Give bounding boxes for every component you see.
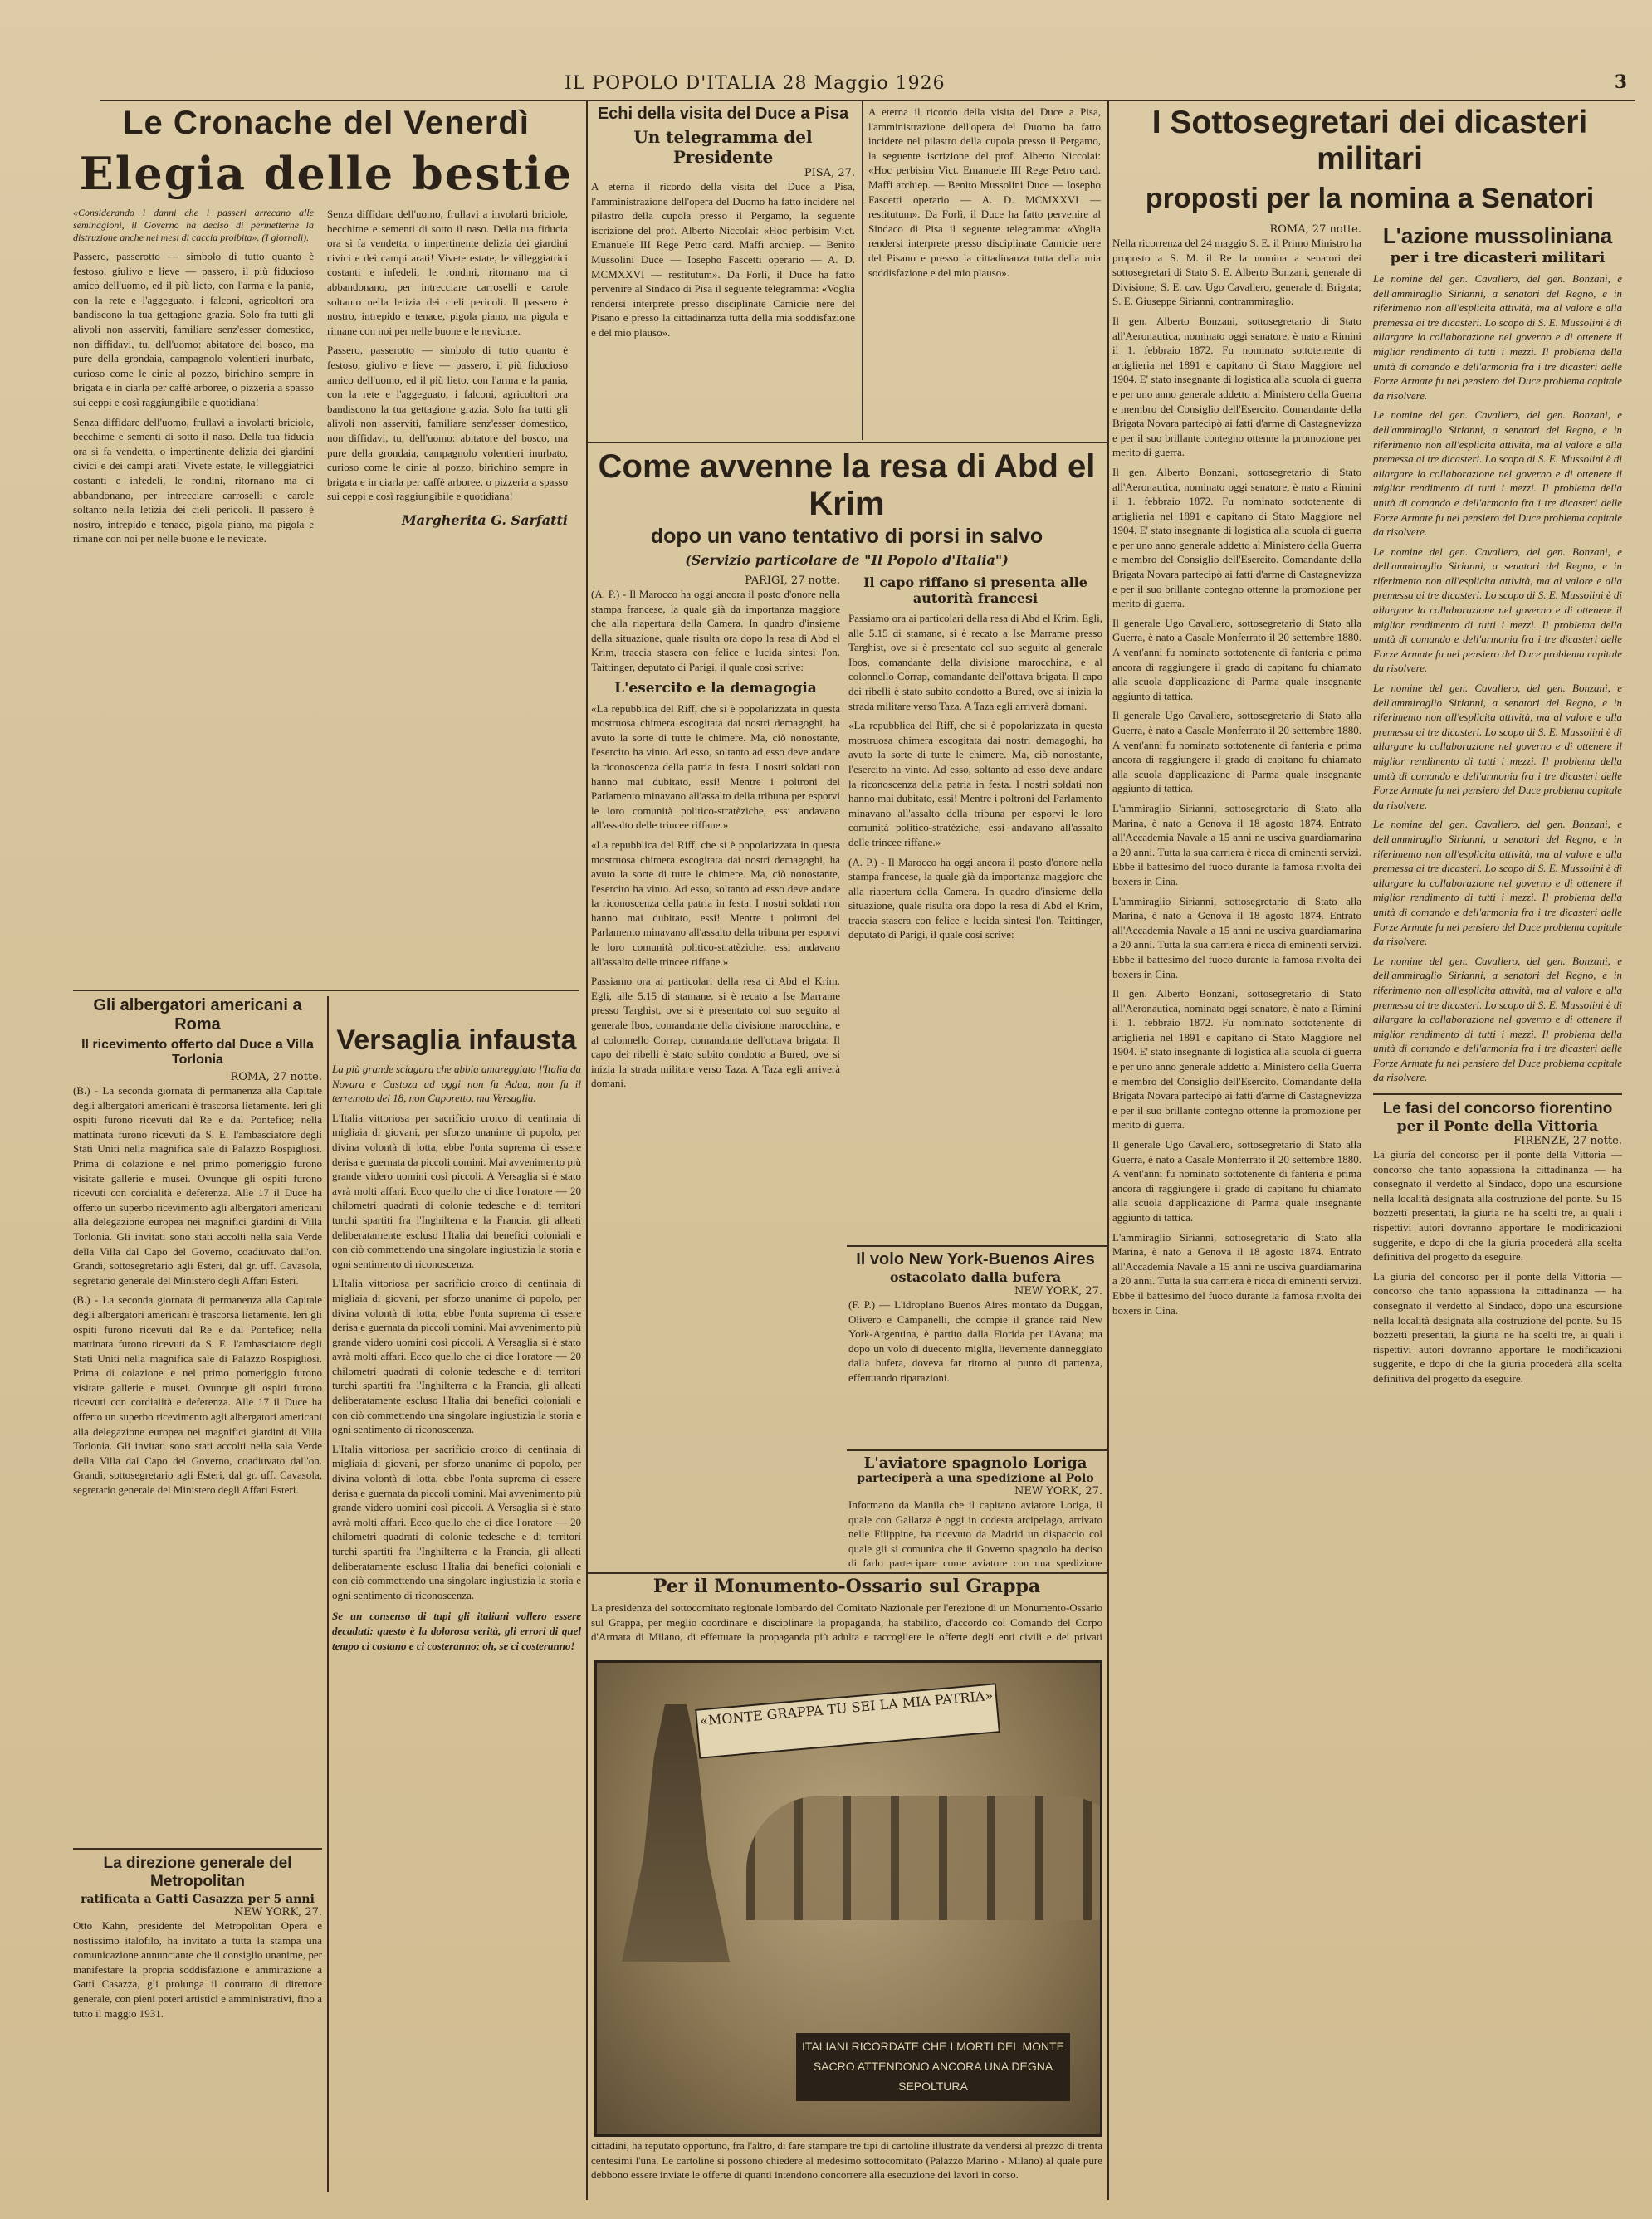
article-body: Il generale Ugo Cavallero, sottosegretario di Stato alla Guerra, è nato a Casale Monferrato il 20 settembre 1880. A vent'anni fu nominato sottotenente di fanteria e prima ancora di raggiungere il grado di capitano fu chiamato alla scuola d'applicazione di Parma quale insegnante aggiunto di tattica.: [1112, 1138, 1361, 1224]
article-body: «La repubblica del Riff, che si è popolarizzata in questa mostruosa chimera escogitata dai nostri demagoghi, ha avuto la sorte di tutte le chimere. Ma, ciò nonostante, l'esercito ha vinto. Ad esso, soltanto ad esso deve andare la riconoscenza della patria in festa. I nostri soldati non hanno mai dubitato, essi! Mentre i poltroni del Parlamento minavano all'assalto della tribuna per esporvi le loro comunità politico-stratèziche, essi andavano all'assalto delle trincee riffane.»: [591, 838, 840, 968]
article-body: «La repubblica del Riff, che si è popolarizzata in questa mostruosa chimera escogitata dai nostri demagoghi, ha avuto la sorte di tutte le chimere. Ma, ciò nonostante, l'esercito ha vinto. Ad esso, soltanto ad esso deve andare la riconoscenza della patria in festa. I nostri soldati non hanno mai dubitato, essi! Mentre i poltroni del Parlamento minavano all'assalto della tribuna per esporvi le loro comunità politico-stratèziche, essi andavano all'assalto delle trincee riffane.»: [591, 701, 840, 832]
article-body: L'ammiraglio Sirianni, sottosegretario di Stato alla Marina, è nato a Genova il 18 agosto 1874. Entrato all'Accademia Navale a 15 anni ne usciva guardiamarina a 20 anni. Tutta la sua carriera è ricca di eminenti servizi. Ebbe il battesimo del fuoco durante la famosa rivolta dei boxers in Cina.: [1112, 801, 1361, 887]
headline: Il volo New York-Buenos Aires: [856, 1250, 1095, 1268]
article-versaglia: [332, 1024, 581, 2203]
grappa-monument-illustration: [594, 1660, 1102, 2137]
article-body: Il gen. Alberto Bonzani, sottosegretario di Stato all'Aeronautica, nominato oggi senatore, è nato a Rimini il 1. febbraio 1872. Fu nominato sottotenente di artiglieria nel 1891 e capitano di Stato Maggiore nel 1904. E' stato insegnante di logistica alla scuola di guerra e per uno anno generale addetto al Ministero della Guerra e membro del Consiglio dell'Esercito. Comandante della Brigata Novara partecipò ai fatti d'arme di Castagnevizza e per il suo brillante contegno ottenne la promozione per merito di guerra.: [1112, 987, 1361, 1131]
article-sottosegretari: [1112, 105, 1627, 2205]
section-heading: Il capo riffano si presenta alle autorità francesi: [863, 574, 1087, 606]
grappa-banner: «MONTE GRAPPA TU SEI LA MIA PATRIA»: [695, 1683, 1000, 1758]
article-body: L'ammiraglio Sirianni, sottosegretario di Stato alla Marina, è nato a Genova il 18 agosto 1874. Entrato all'Accademia Navale a 15 anni ne usciva guardiamarina a 20 anni. Tutta la sua carriera è ricca di eminenti servizi. Ebbe il battesimo del fuoco durante la famosa rivolta dei boxers in Cina.: [1112, 894, 1361, 980]
section-subheading: per i tre dicasteri militari: [1390, 249, 1606, 266]
subheadline: dopo un vano tentativo di porsi in salvo: [650, 525, 1043, 548]
article-body: Otto Kahn, presidente del Metropolitan Opera e nostissimo italofilo, ha invitato a tutta la stampa una comunicazione annunciante che il consiglio unanime, per manifestare la propria soddisfazione e ammirazione a Gatti Casazza, gli prolunga il contratto di direttore generale, con pieni poteri artistici e amministrativi, fino a tutto il maggio 1931.: [73, 1919, 322, 2020]
headline: L'aviatore spagnolo Loriga: [863, 1454, 1087, 1472]
article-body: (A. P.) - Il Marocco ha oggi ancora il posto d'onore nella stampa francese, la quale già da importanza maggiore che alla riapertura della Camera. In quadro d'insieme della situazione, quale risulta ora dopo la resa di Abd el Krim, traccia stasera con felice e lucida sintesi l'on. Taittinger, deputato di Parigi, il quale così scrive:: [848, 855, 1102, 941]
article-body: Passiamo ora ai particolari della resa di Abd el Krim. Egli, alle 5.15 di stamane, si è recato a Ise Marrame presso Targhist, ove si è presentato col suo seguito al generale Ibos, comandante della divisione marocchina, e al colonnello Corrap, comandante dell'ottava brigata. Il capo dei ribelli è stato subito condotto a Bured, ove si inizia la strada militare verso Taza. A Taza egli arriverà domani.: [591, 975, 840, 1090]
dateline: FIRENZE, 27 notte.: [1513, 1135, 1622, 1148]
article-grappa-tail: [591, 2138, 1102, 2205]
divider: [1373, 1093, 1622, 1095]
divider: [847, 1245, 1107, 1247]
article-body: La giuria del concorso per il ponte della Vittoria — concorso che tanto appassiona la cittadinanza — ha consegnato il verdetto al Sindaco, dopo una escursione nella località designata alla costruzione del ponte. Su 15 bozzetti presentati, la giuria ne ha scelti tre, ai quali i rispettivi autori dovranno apportare le modificazioni suggerite, e dopo di che la giuria procederà alla scelta definitiva del progetto da eseguire.: [1373, 1269, 1622, 1385]
divider: [586, 1572, 1107, 1574]
epigraph: «Considerando i danni che i passeri arrecano alle seminagioni, il Governo ha deciso di permetterne la distruzione anche nei mesi di caccia proibita». (I giornali).: [73, 207, 314, 243]
article-body: Le nomine del gen. Cavallero, del gen. Bonzani, e dell'ammiraglio Sirianni, a senatori del Regno, e in riferimento non all'esplicita attività, ma al valore e alla premessa ai tre dicasteri. Lo scopo di S. E. Mussolini è di allargare la collaborazione nel governo e di ottenere il miglior rendimento di tutti i mezzi. Il problema della unità di comando e dell'armonia fra i tre dicasteri delle Forze Armate fu nel pensiero del Duce problema capitale da risolvere.: [1373, 954, 1622, 1084]
subheadline: ratificata a Gatti Casazza per 5 anni: [81, 1893, 315, 1906]
article-body: Passiamo ora ai particolari della resa di Abd el Krim. Egli, alle 5.15 di stamane, si è recato a Ise Marrame presso Targhist, ove si è presentato col suo seguito al generale Ibos, comandante della divisione marocchina, e al colonnello Corrap, comandante dell'ottava brigata. Il capo dei ribelli è stato subito condotto a Bured, ove si inizia la strada militare verso Taza. A Taza egli arriverà domani.: [848, 612, 1102, 712]
article-body: L'ammiraglio Sirianni, sottosegretario di Stato alla Marina, è nato a Genova il 18 agosto 1874. Entrato all'Accademia Navale a 15 anni ne usciva guardiamarina a 20 anni. Tutta la sua carriera è ricca di eminenti servizi. Ebbe il battesimo del fuoco durante la famosa rivolta dei boxers in Cina.: [1112, 1230, 1361, 1317]
elegia-paragraph: Passero, passerotto — simbolo di tutto quanto è festoso, giulivo e lieve — passero, il più fiducioso amico dell'uomo, ed il più lieto, con l'arma e la pania, con la rete e l'aggeguato, i falconi, agricoltori ora bandiscono la tua gettagione grazia. Solo fra tutti gli alivoli non asserviti, familiare senz'esser domestico, non diffidavi, tu, dell'uomo: abitatore del bosco, ma pure della grondaia, campagnolo volentieri inurbato, curioso come le cinie al pozzo, birichino sempre in brigata e in ciarla per caffè arboree, o pizzeria a spasso sui ceppi e così raggiungibile e quotidiana!: [327, 344, 568, 503]
headline: Come avvenne la resa di Abd el Krim: [598, 448, 1096, 522]
article-body: (B.) - La seconda giornata di permanenza alla Capitale degli albergatori americani è trascorsa lietamente. Ieri gli ospiti furono ricevuti dal Re e dal Pontefice; nella mattinata furono ricevuti da S. E. l'ambasciatore degli Stati Uniti nella magnifica sale di Palazzo Rospigliosi. Prima di colazione e nel primo pomeriggio furono visitate gallerie e musei. Ovunque gli ospiti furono ricevuti con cordialità e deferenza. Alle 17 il Duce ha offerto un superbo ricevimento agli albergatori americani alla delegazione europea nei magnifici giardini di Villa Torlonia. Gli invitati sono stati accolti nella sala Verde della Villa dal Capo del Governo, coadiuvato dall'on. Grandi, sottosegretario agli Esteri, dal gr. uff. Cavasola, segretario generale del Ministero degli Affari Esteri.: [73, 1084, 322, 1287]
headline: Per il Monumento-Ossario sul Grappa: [652, 1576, 1041, 1597]
subheadline: proposti per la nomina a Senatori: [1145, 183, 1595, 214]
article-body: Nella ricorrenza del 24 maggio S. E. il Primo Ministro ha proposto a S. M. il Re la nomina a senatori dei sottosegretari di Stato S. E. Alberto Bonzani, generale di Divisione; S. E. cav. Ugo Cavallero, generale di Brigata; S. E. Giuseppe Sirianni, contrammiraglio.: [1112, 237, 1361, 308]
subheadline: parteciperà a una spedizione al Polo: [857, 1472, 1094, 1485]
headline: La direzione generale del Metropolitan: [103, 1855, 292, 1890]
article-volo: [848, 1250, 1102, 1449]
divider: [862, 100, 863, 440]
headline: Gli albergatori americani a Roma: [93, 996, 302, 1034]
article-body: La giuria del concorso per il ponte della Vittoria — concorso che tanto appassiona la cittadinanza — ha consegnato il verdetto al Sindaco, dopo una escursione nella località designata alla costruzione del ponte. Su 15 bozzetti presentati, la giuria ne ha scelti tre, ai quali i rispettivi autori dovranno apportare le modificazioni suggerite, e dopo di che la giuria procederà alla scelta definitiva del progetto da eseguire.: [1373, 1148, 1622, 1263]
headline: Versaglia infausta: [336, 1024, 577, 1056]
divider: [1107, 100, 1109, 2200]
article-body: Il gen. Alberto Bonzani, sottosegretario di Stato all'Aeronautica, nominato oggi senatore, è nato a Rimini il 1. febbraio 1872. Fu nominato sottotenente di artiglieria nel 1891 e capitano di Stato Maggiore nel 1904. E' stato insegnante di logistica alla scuola di guerra e per uno anno generale addetto al Ministero della Guerra e membro del Consiglio dell'Esercito. Comandante della Brigata Novara partecipò ai fatti d'arme di Castagnevizza e per il suo brillante contegno ottenne la promozione per merito di guerra.: [1112, 465, 1361, 610]
article-body: Le nomine del gen. Cavallero, del gen. Bonzani, e dell'ammiraglio Sirianni, a senatori del Regno, e in riferimento non all'esplicita attività, ma al valore e alla premessa ai tre dicasteri. Lo scopo di S. E. Mussolini è di allargare la collaborazione nel governo e di ottenere il miglior rendimento di tutti i mezzi. Il problema della unità di comando e dell'armonia fra i tre dicasteri delle Forze Armate fu nel pensiero del Duce problema capitale da risolvere.: [1373, 545, 1622, 675]
column-cronache: [73, 105, 579, 1051]
dateline: NEW YORK, 27.: [233, 1906, 322, 1918]
article-body: A eterna il ricordo della visita del Duce a Pisa, l'amministrazione dell'opera del Duomo ha fatto incidere nel pilastro della cupola presso il Pergamo, la seguente iscrizione del prof. Alberto Niccolai: «Hoc perbisim Vict. Emanuele III Rege Petro card. Maffi archiep. — Benito Mussolini Duce — Iosepho Fascetti operario — A. D. MCMXXVI — restitutum». Da Forlì, il Duce ha fatto pervenire al Sindaco di Pisa il seguente telegramma: «Voglia rendersi interprete presso disciplinate Camicie nere del Pisano e presso la cittadinanza tutta della mia soddisfazione e del mio plauso».: [591, 180, 855, 339]
memorial-tablet: ITALIANI RICORDATE CHE I MORTI DEL MONTE SACRO ATTENDONO ANCORA UNA DEGNA SEPOLTURA: [796, 2033, 1070, 2101]
article-body: cittadini, ha reputato opportuno, fra l'altro, di fare stampare tre tipi di cartoline illustrate da vendersi al prezzo di trenta centesimi l'una. Le cartoline si possono chiedere al medesimo sottocomitato (Palazzo Marino - Milano) al quale pure debbono essere inviate le offerte di quanti intendono concorrere alla esecuzione dei lavori in corso.: [591, 2139, 1102, 2182]
dateline: PISA, 27.: [804, 167, 855, 179]
headline: Echi della visita del Duce a Pisa: [597, 105, 849, 123]
article-body: (B.) - La seconda giornata di permanenza alla Capitale degli albergatori americani è trascorsa lietamente. Ieri gli ospiti furono ricevuti dal Re e dal Pontefice; nella mattinata furono ricevuti da S. E. l'ambasciatore degli Stati Uniti nella magnifica sale di Palazzo Rospigliosi. Prima di colazione e nel primo pomeriggio furono visitate gallerie e musei. Ovunque gli ospiti furono ricevuti con cordialità e deferenza. Alle 17 il Duce ha offerto un superbo ricevimento agli albergatori americani alla delegazione europea nei magnifici giardini di Villa Torlonia. Gli invitati sono stati accolti nella sala Verde della Villa dal Capo del Governo, coadiuvato dall'on. Grandi, sottosegretario agli Esteri, dal gr. uff. Cavasola, segretario generale del Ministero degli Affari Esteri.: [73, 1293, 322, 1497]
lead-paragraph: La più grande sciagura che abbia amareggiato l'Italia da Novara e Custoza ad oggi non fu Adua, non fu il terremoto del 18, non Caporetto, ma Versaglia.: [332, 1063, 581, 1105]
article-pisa-continued: [868, 105, 1101, 437]
divider: [327, 996, 329, 2192]
subheadline: Il ricevimento offerto dal Duce a Villa Torlonia: [81, 1038, 314, 1067]
article-body: Le nomine del gen. Cavallero, del gen. Bonzani, e dell'ammiraglio Sirianni, a senatori del Regno, e in riferimento non all'esplicita attività, ma al valore e alla premessa ai tre dicasteri. Lo scopo di S. E. Mussolini è di allargare la collaborazione nel governo e di ottenere il miglior rendimento di tutti i mezzi. Il problema della unità di comando e dell'armonia fra i tre dicasteri delle Forze Armate fu nel pensiero del Duce problema capitale da risolvere.: [1373, 408, 1622, 539]
dateline: NEW YORK, 27.: [1014, 1285, 1102, 1298]
divider: [586, 442, 1107, 443]
article-body: (F. P.) — L'idroplano Buenos Aires montato da Duggan, Olivero e Campanelli, che compie il grande raid New York-Argentina, è partito dalla Florida per l'Avana; ma dopo un volo di duecento miglia, lievemente danneggiato dalla bufera, doveva far ritorno al punto di partenza, effettuando riparazioni.: [848, 1298, 1102, 1384]
article-body: A eterna il ricordo della visita del Duce a Pisa, l'amministrazione dell'opera del Duomo ha fatto incidere nel pilastro della cupola presso il Pergamo, la seguente iscrizione del prof. Alberto Niccolai: «Hoc perbisim Vict. Emanuele III Rege Petro card. Maffi archiep. — Benito Mussolini Duce — Iosepho Fascetti operario — A. D. MCMXXVI — restitutum». Da Forlì, il Duce ha fatto pervenire al Sindaco di Pisa il seguente telegramma: «Voglia rendersi interprete presso disciplinate Camicie nere del Pisano e presso la cittadinanza tutta della mia soddisfazione e del mio plauso».: [868, 105, 1101, 279]
article-body: (A. P.) - Il Marocco ha oggi ancora il posto d'onore nella stampa francese, la quale già da importanza maggiore che alla riapertura della Camera. In quadro d'insieme della situazione, quale risulta ora dopo la resa di Abd el Krim, traccia stasera con felice e lucida sintesi l'on. Taittinger, deputato di Parigi, il quale così scrive:: [591, 588, 840, 673]
subheadline: ostacolato dalla bufera: [889, 1269, 1062, 1285]
elegia-paragraph: Senza diffidare dell'uomo, frullavi a involarti briciole, becchime e sementi di sotto il naso. Della tua fiducia ora si fa vendetta, o impertinente delizia dei giardini civici e dei campi arati! Vivete estate, le villeggiatrici costanti e infedeli, le rondini, ritornano ma ci abbandonano, per intrecciare carroselli e carole soltanto nella letizia dei cieli pericoli. Il passero è nostro, intrepido e tenace, pigola piano, ma pigola e rimane con noi per nelle buone e le nevicate.: [73, 415, 314, 545]
section-heading: L'azione mussoliniana: [1382, 223, 1613, 248]
article-loriga: [848, 1454, 1102, 1571]
article-body: «La repubblica del Riff, che si è popolarizzata in questa mostruosa chimera escogitata dai nostri demagoghi, ha avuto la sorte di tutte le chimere. Ma, ciò nonostante, l'esercito ha vinto. Ad esso, soltanto ad esso deve andare la riconoscenza della patria in festa. I nostri soldati non hanno mai dubitato, essi! Mentre i poltroni del Parlamento minavano all'assalto della tribuna per esporvi le loro comunità politico-stratèziche, essi andavano all'assalto delle trincee riffane.»: [848, 719, 1102, 848]
article-body: L'Italia vittoriosa per sacrificio croico di centinaia di migliaia di giovani, per sforzo unanime di popolo, per divina volontà di lotta, ebbe l'onta suprema di essere derisa e guernata da piccoli uomini. Mai avvenimento più grande videro uomini così piccoli. A Versaglia si è stato avrà molti affari. Ecco quello che ci dice l'oratore — 20 chilometri quadrati di colonie tedesche e di territori turchi spartiti fra l'Inghilterra e la Francia, gli alleati deliberatamente escluso l'Italia dai benefici coloniali e con ciò commettendo una singolare ingiustizia la storia e ogni sentimento di riconoscenza.: [332, 1442, 581, 1601]
closing-paragraph: Se un consenso di tupi gli italiani vollero essere decaduti: questo è la dolorosa verità, gli errori di quel tempo ci costano e ci costeranno; oh, se ci costeranno!: [332, 1610, 581, 1652]
subheadline: Un telegramma del Presidente: [633, 127, 813, 167]
section-subheading: per il Ponte della Vittoria: [1396, 1118, 1599, 1136]
article-body: Le nomine del gen. Cavallero, del gen. Bonzani, e dell'ammiraglio Sirianni, a senatori del Regno, e in riferimento non all'esplicita attività, ma al valore e alla premessa ai tre dicasteri. Lo scopo di S. E. Mussolini è di allargare la collaborazione nel governo e di ottenere il miglior rendimento di tutti i mezzi. Il problema della unità di comando e dell'armonia fra i tre dicasteri delle Forze Armate fu nel pensiero del Duce problema capitale da risolvere.: [1373, 682, 1622, 811]
service-note: (Servizio particolare de "Il Popolo d'Italia"): [685, 552, 1009, 568]
article-body: Informano da Manila che il capitano aviatore Loriga, il quale con Gallarza è oggi in codesta arcipelago, arrivato nelle Filippine, ha ricevuto da Madrid un dispaccio col quale gli si comunica che il Governo spagnolo ha deciso di farlo partecipare come aviatore con una spedizione: [848, 1498, 1102, 1570]
article-metropolitan: [73, 1848, 322, 2197]
lead-paragraph: La presidenza del sottocomitato regionale lombardo del Comitato Nazionale per l'erezione di un Monumento-Ossario sul Grappa, per meglio coordinare e disciplinare la propaganda, ha stabilito, d'accordo col Comando del Corpo d'Armata di Milano, di effettuare la propaganda più adulta e raccogliere le offerte degli enti civili e dei privati: [591, 1601, 1102, 1644]
article-body: Le nomine del gen. Cavallero, del gen. Bonzani, e dell'ammiraglio Sirianni, a senatori del Regno, e in riferimento non all'esplicita attività, ma al valore e alla premessa ai tre dicasteri. Lo scopo di S. E. Mussolini è di allargare la collaborazione nel governo e di ottenere il miglior rendimento di tutti i mezzi. Il problema della unità di comando e dell'armonia fra i tre dicasteri delle Forze Armate fu nel pensiero del Duce problema capitale da risolvere.: [1373, 272, 1622, 402]
section-heading: L'esercito e la demagogia: [614, 679, 817, 696]
newspaper-name: IL POPOLO D'ITALIA 28 Maggio 1926: [565, 73, 946, 94]
divider: [586, 100, 588, 2200]
article-body: Le nomine del gen. Cavallero, del gen. Bonzani, e dell'ammiraglio Sirianni, a senatori del Regno, e in riferimento non all'esplicita attività, ma al valore e alla premessa ai tre dicasteri. Lo scopo di S. E. Mussolini è di allargare la collaborazione nel governo e di ottenere il miglior rendimento di tutti i mezzi. Il problema della unità di comando e dell'armonia fra i tre dicasteri delle Forze Armate fu nel pensiero del Duce problema capitale da risolvere.: [1373, 818, 1622, 948]
elegia-paragraph: Passero, passerotto — simbolo di tutto quanto è festoso, giulivo e lieve — passero, il più fiducioso amico dell'uomo, ed il più lieto, con l'arma e la pania, con la rete e l'aggeguato, i falconi, agricoltori ora bandiscono la tua gettagione grazia. Solo fra tutti gli alivoli non asserviti, familiare senz'esser domestico, non diffidavi, tu, dell'uomo: abitatore del bosco, ma pure della grondaia, campagnolo volentieri inurbato, curioso come le cinie al pozzo, birichino sempre in brigata e in ciarla per caffè arboree, o pizzeria a spasso sui ceppi e così raggiungibile e quotidiana!: [73, 250, 314, 408]
article-title-elegia: Elegia delle bestie: [79, 147, 574, 200]
ossuary-arches: [746, 1796, 1102, 1920]
dateline: NEW YORK, 27.: [1014, 1485, 1102, 1498]
page-number: 3: [1614, 71, 1627, 93]
article-albergatori: [73, 996, 322, 1826]
dateline: PARIGI, 27 notte.: [745, 574, 840, 587]
divider: [73, 990, 579, 991]
author-signature: Margherita G. Sarfatti: [401, 511, 568, 528]
article-body: Il gen. Alberto Bonzani, sottosegretario di Stato all'Aeronautica, nominato oggi senatore, è nato a Rimini il 1. febbraio 1872. Fu nominato sottotenente di artiglieria nel 1891 e capitano di Stato Maggiore nel 1904. E' stato insegnante di logistica alla scuola di guerra e per uno anno generale addetto al Ministero della Guerra e membro del Consiglio dell'Esercito. Comandante della Brigata Novara partecipò ai fatti d'arme di Castagnevizza e per il suo brillante contegno ottenne la promozione per merito di guerra.: [1112, 314, 1361, 459]
article-body: Il generale Ugo Cavallero, sottosegretario di Stato alla Guerra, è nato a Casale Monferrato il 20 settembre 1880. A vent'anni fu nominato sottotenente di fanteria e prima ancora di raggiungere il grado di capitano fu chiamato alla scuola d'applicazione di Parma quale insegnante aggiunto di tattica.: [1112, 709, 1361, 795]
headline: I Sottosegretari dei dicasteri militari: [1151, 105, 1588, 177]
divider: [847, 1449, 1107, 1451]
article-body: L'Italia vittoriosa per sacrificio croico di centinaia di migliaia di giovani, per sforzo unanime di popolo, per divina volontà di lotta, ebbe l'onta suprema di essere derisa e guernata da piccoli uomini. Mai avvenimento più grande videro uomini così piccoli. A Versaglia si è stato avrà molti affari. Ecco quello che ci dice l'oratore — 20 chilometri quadrati di colonie tedesche e di territori turchi spartiti fra l'Inghilterra e la Francia, gli alleati deliberatamente escluso l'Italia dai benefici coloniali e con ciò commettendo una singolare ingiustizia la storia e ogni sentimento di riconoscenza.: [332, 1111, 581, 1270]
masthead: [100, 71, 1635, 101]
divider: [73, 1848, 322, 1850]
elegia-paragraph: Senza diffidare dell'uomo, frullavi a involarti briciole, becchime e sementi di sotto il naso. Della tua fiducia ora si fa vendetta, o impertinente delizia dei giardini civici e dei campi arati! Vivete estate, le villeggiatrici costanti e infedeli, le rondini, ritornano ma ci abbandonano, per intrecciare carroselli e carole soltanto nella letizia dei cieli pericoli. Il passero è nostro, intrepido e tenace, pigola piano, ma pigola e rimane con noi per nelle buone e le nevicate.: [327, 208, 568, 337]
dateline: ROMA, 27 notte.: [1269, 223, 1361, 236]
article-body: Il generale Ugo Cavallero, sottosegretario di Stato alla Guerra, è nato a Casale Monferrato il 20 settembre 1880. A vent'anni fu nominato sottotenente di fanteria e prima ancora di raggiungere il grado di capitano fu chiamato alla scuola d'applicazione di Parma quale insegnante aggiunto di tattica.: [1112, 616, 1361, 702]
article-body: L'Italia vittoriosa per sacrificio croico di centinaia di migliaia di giovani, per sforzo unanime di popolo, per divina volontà di lotta, ebbe l'onta suprema di essere derisa e guernata da piccoli uomini. Mai avvenimento più grande videro uomini così piccoli. A Versaglia si è stato avrà molti affari. Ecco quello che ci dice l'oratore — 20 chilometri quadrati di colonie tedesche e di territori turchi spartiti fra l'Inghilterra e la Francia, gli alleati deliberatamente escluso l'Italia dai benefici coloniali e con ciò commettendo una singolare ingiustizia la storia e ogni sentimento di riconoscenza.: [332, 1277, 581, 1436]
dateline: ROMA, 27 notte.: [230, 1071, 322, 1083]
section-heading: Le fasi del concorso fiorentino: [1382, 1100, 1613, 1118]
section-title: Le Cronache del Venerdì: [123, 105, 530, 141]
